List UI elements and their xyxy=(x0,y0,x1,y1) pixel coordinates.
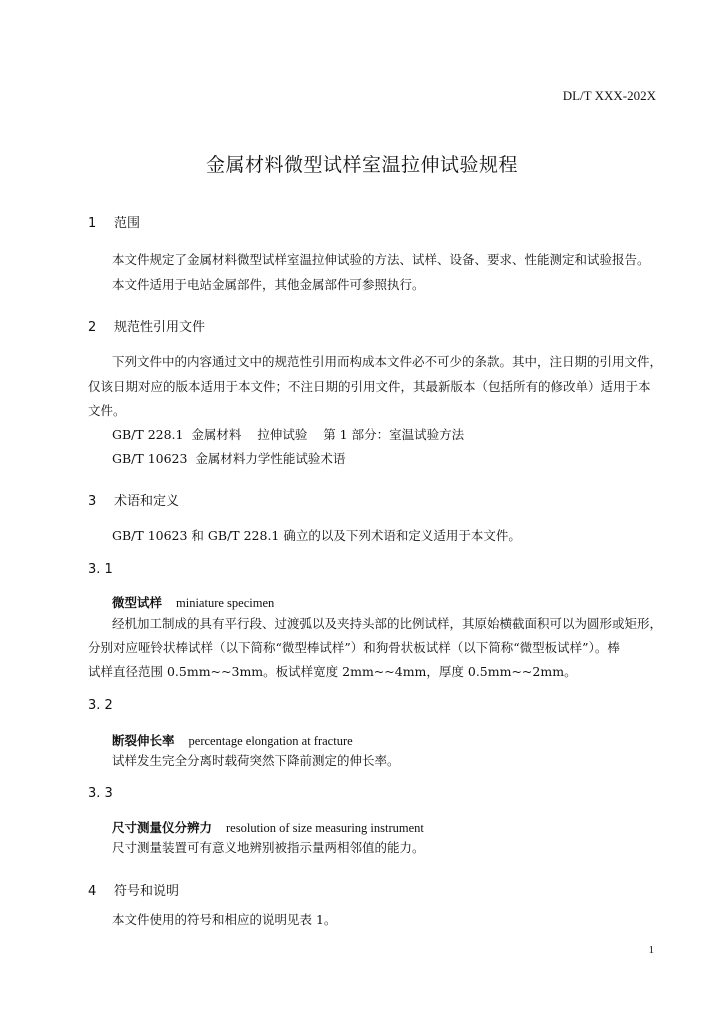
section-number: 4 xyxy=(88,884,97,899)
paragraph: GB/T 10623 和 GB/T 228.1 确立的以及下列术语和定义适用于本文件。 xyxy=(112,528,521,543)
normative-reference: GB/T 228.1 金属材料 拉伸试验 第 1 部分：室温试验方法 xyxy=(112,427,465,442)
section-2-heading xyxy=(88,316,205,335)
definition: 试样发生完全分离时载荷突然下降前测定的伸长率。 xyxy=(112,753,400,768)
section-3-heading xyxy=(88,490,179,509)
section-title: 范围 xyxy=(114,216,141,231)
term-english: resolution of size measuring instrument xyxy=(226,821,424,835)
paragraph: 下列文件中的内容通过文中的规范性引用而构成本文件必不可少的条款。其中，注日期的引用文件， xyxy=(112,354,663,369)
document-title: 金属材料微型试样室温拉伸试验规程 xyxy=(205,154,518,176)
clause-number: 3. 1 xyxy=(88,562,113,577)
section-title: 术语和定义 xyxy=(114,494,180,509)
paragraph: 仅该日期对应的版本适用于本文件；不注日期的引用文件，其最新版本（包括所有的修改单）适用于本 xyxy=(88,379,651,394)
section-number: 3 xyxy=(88,494,97,509)
section-number: 1 xyxy=(88,216,97,231)
paragraph: 本文件适用于电站金属部件，其他金属部件可参照执行。 xyxy=(112,277,425,292)
section-4-heading xyxy=(88,880,179,899)
term-entry xyxy=(112,731,353,749)
definition: 经机加工制成的具有平行段、过渡弧以及夹持头部的比例试样，其原始横截面积可以为圆形或矩形， xyxy=(112,616,663,631)
term-chinese: 尺寸测量仪分辨力 xyxy=(112,820,213,835)
section-number: 2 xyxy=(88,320,97,335)
page-number: 1 xyxy=(648,944,654,956)
term-chinese: 断裂伸长率 xyxy=(112,733,175,748)
term-entry xyxy=(112,818,424,836)
normative-reference: GB/T 10623 金属材料力学性能试验术语 xyxy=(112,451,346,466)
section-title: 符号和说明 xyxy=(114,884,180,899)
definition: 试样直径范围 0.5mm~~3mm。板试样宽度 2mm~~4mm，厚度 0.5mm~~2mm。 xyxy=(88,664,577,679)
standard-code: DL/T XXX-202X xyxy=(562,88,656,103)
term-entry xyxy=(112,593,274,611)
paragraph: 本文件规定了金属材料微型试样室温拉伸试验的方法、试样、设备、要求、性能测定和试验报告。 xyxy=(112,252,650,267)
term-english: miniature specimen xyxy=(176,596,275,610)
clause-number: 3. 3 xyxy=(88,786,113,801)
section-1-heading xyxy=(88,212,140,231)
paragraph: 本文件使用的符号和相应的说明见表 1。 xyxy=(112,912,337,927)
section-title: 规范性引用文件 xyxy=(114,320,206,335)
clause-number: 3. 2 xyxy=(88,698,113,713)
definition: 尺寸测量装置可有意义地辨别被指示量两相邻值的能力。 xyxy=(112,840,425,855)
term-english: percentage elongation at fracture xyxy=(188,734,353,748)
paragraph: 文件。 xyxy=(88,403,126,418)
term-chinese: 微型试样 xyxy=(112,595,163,610)
definition: 分别对应哑铃状棒试样（以下简称“微型棒试样”）和狗骨状板试样（以下简称“微型板试样”）。棒 xyxy=(88,640,620,655)
